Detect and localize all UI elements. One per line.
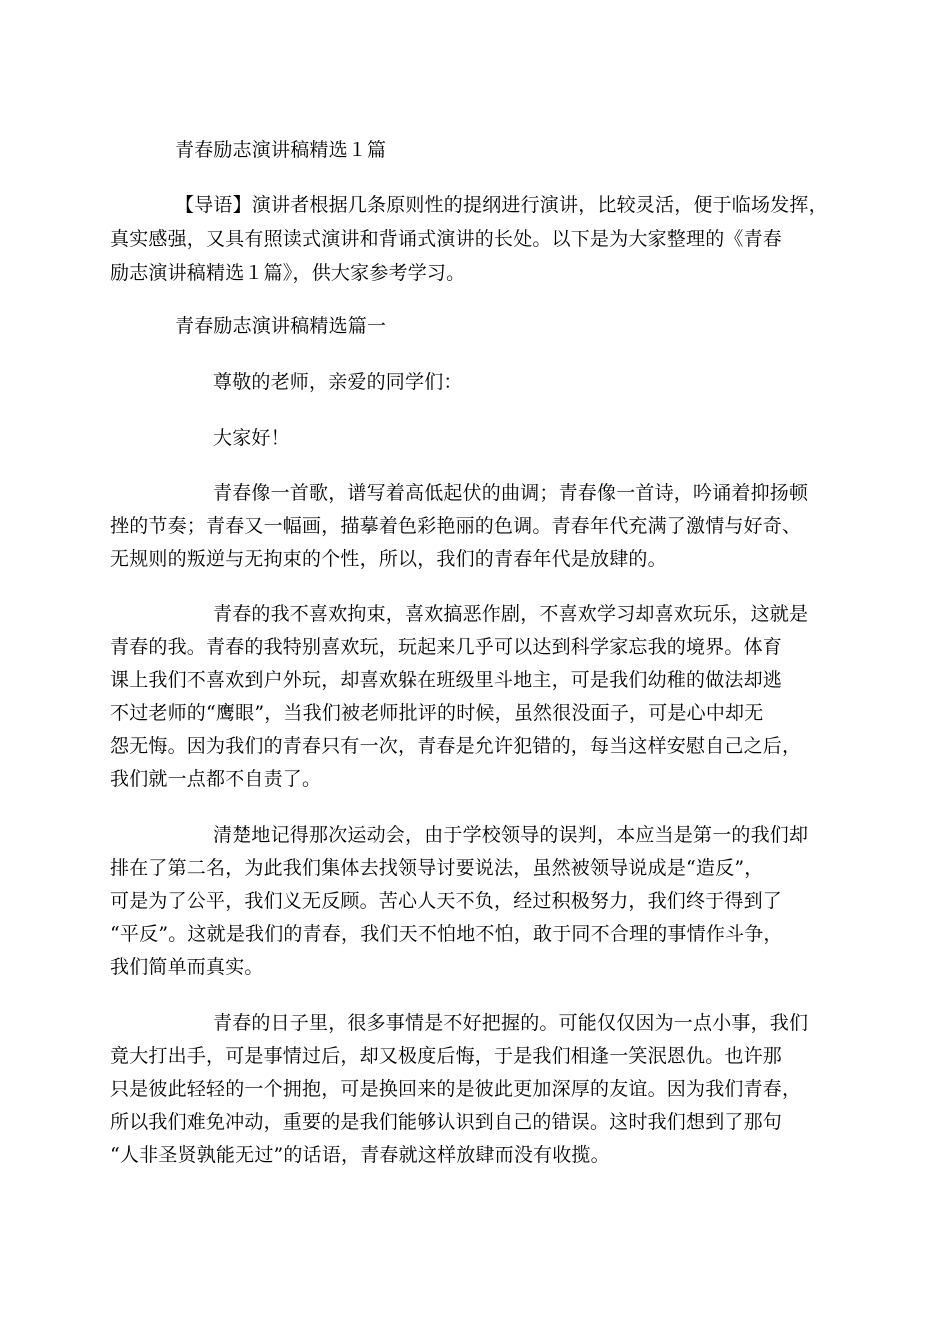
document-title: 青春励志演讲稿精选１篇 bbox=[175, 139, 387, 161]
paragraph-line: 竟大打出手，可是事情过后，却又极度后悔，于是我们相逢一笑泯恩仇。也许那 bbox=[110, 1045, 783, 1067]
paragraph-line: 课上我们不喜欢到户外玩，却喜欢躲在班级里斗地主，可是我们幼稚的做法却逃 bbox=[110, 669, 783, 691]
paragraph-line: 无规则的叛逆与无拘束的个性，所以，我们的青春年代是放肆的。 bbox=[110, 548, 667, 570]
paragraph-line: 清楚地记得那次运动会，由于学校领导的误判，本应当是第一的我们却 bbox=[213, 824, 809, 846]
paragraph-line: “平反”。这就是我们的青春，我们天不怕地不怕，敢于同不合理的事情作斗争， bbox=[110, 923, 783, 945]
paragraph-line: 挫的节奏；青春又一幅画，描摹着色彩艳丽的色调。青春年代充满了激情与好奇、 bbox=[110, 515, 802, 537]
intro-line: 【导语】演讲者根据几条原则性的提纲进行演讲，比较灵活，便于临场发挥， bbox=[175, 194, 828, 216]
section-heading: 青春励志演讲稿精选篇一 bbox=[175, 315, 387, 337]
paragraph-line: 我们就一点都不自责了。 bbox=[110, 768, 322, 790]
paragraph-line: 青春的日子里，很多事情是不好把握的。可能仅仅因为一点小事，我们 bbox=[213, 1012, 809, 1034]
paragraph-line: 青春像一首歌，谱写着高低起伏的曲调；青春像一首诗，吟诵着抑扬顿 bbox=[213, 482, 809, 504]
intro-line: 励志演讲稿精选１篇》，供大家参考学习。 bbox=[110, 262, 466, 284]
paragraph-line: “人非圣贤孰能无过”的话语，青春就这样放肆而没有收揽。 bbox=[110, 1144, 610, 1166]
paragraph-line: 怨无悔。因为我们的青春只有一次，青春是允许犯错的，每当这样安慰自己之后， bbox=[110, 735, 802, 757]
paragraph-line: 我们简单而真实。 bbox=[110, 956, 264, 978]
intro-line: 真实感强，又具有照读式演讲和背诵式演讲的长处。以下是为大家整理的《青春 bbox=[110, 228, 783, 250]
paragraph-line: 排在了第二名，为此我们集体去找领导讨要说法，虽然被领导说成是“造反”， bbox=[110, 857, 764, 879]
paragraph-line: 所以我们难免冲动，重要的是我们能够认识到自己的错误。这时我们想到了那句 bbox=[110, 1111, 783, 1133]
salutation: 尊敬的老师，亲爱的同学们： bbox=[213, 371, 463, 393]
paragraph-line: 可是为了公平，我们义无反顾。苦心人天不负，经过积极努力，我们终于得到了 bbox=[110, 890, 783, 912]
paragraph-line: 青春的我。青春的我特别喜欢玩，玩起来几乎可以达到科学家忘我的境界。体育 bbox=[110, 636, 783, 658]
paragraph-line: 只是彼此轻轻的一个拥抱，可是换回来的是彼此更加深厚的友谊。因为我们青春， bbox=[110, 1078, 802, 1100]
paragraph-line: 青春的我不喜欢拘束，喜欢搞恶作剧，不喜欢学习却喜欢玩乐，这就是 bbox=[213, 603, 809, 625]
paragraph-line: 不过老师的“鹰眼”，当我们被老师批评的时候，虽然很没面子，可是心中却无 bbox=[110, 702, 764, 724]
greeting: 大家好！ bbox=[213, 427, 290, 449]
